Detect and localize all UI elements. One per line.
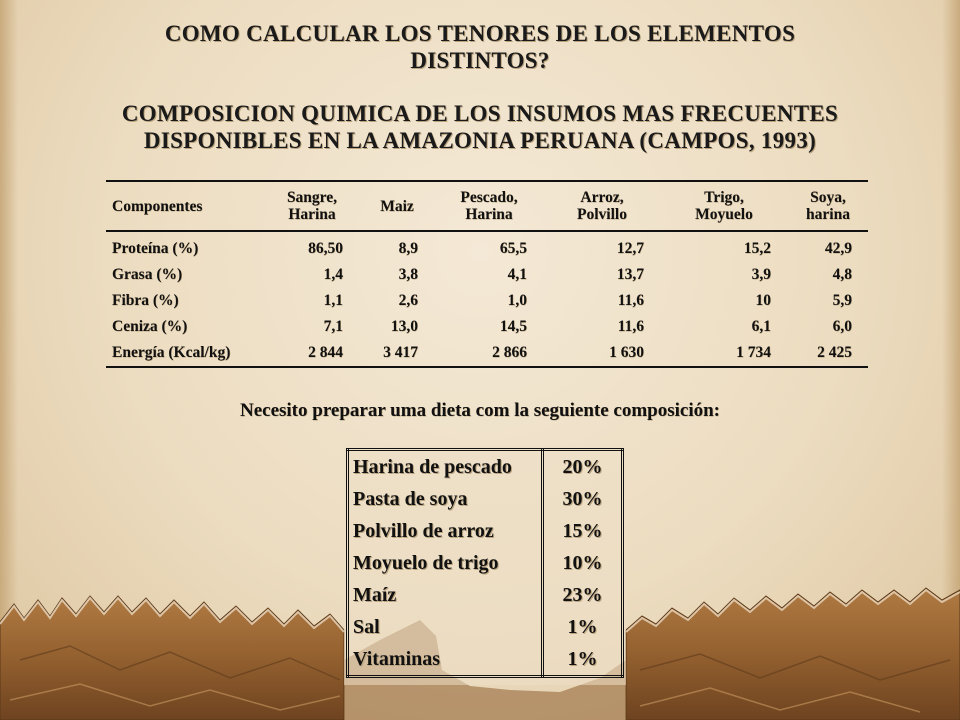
cell: 3,8 <box>398 266 418 283</box>
row-label: Ceniza (%) <box>112 318 188 335</box>
row-label: Proteína (%) <box>112 240 199 257</box>
cell: 1 630 <box>544 340 661 367</box>
title-line-2: DISTINTOS? <box>410 48 550 73</box>
row-label: Fibra (%) <box>112 292 179 309</box>
diet-percent: 10% <box>543 547 623 579</box>
diet-ingredient: Moyuelo de trigo <box>348 547 543 579</box>
cell: 13,7 <box>616 266 644 283</box>
cell: 14,5 <box>499 318 527 335</box>
diet-percent: 20% <box>543 450 623 484</box>
cell: 1,4 <box>323 266 343 283</box>
cell: 65,5 <box>499 240 527 257</box>
diet-row <box>348 547 623 579</box>
cell: 11,6 <box>617 292 644 309</box>
diet-subtitle: Necesito preparar uma dieta com la seguiente composición: <box>239 400 721 421</box>
cell: 3 417 <box>360 340 435 367</box>
diet-percent: 30% <box>543 483 623 515</box>
diet-table <box>346 448 624 678</box>
title-line-1: COMO CALCULAR LOS TENORES DE LOS ELEMENTOS <box>164 21 796 46</box>
col-header: Pescado, Harina <box>435 181 544 231</box>
col-header: Sangre, Harina <box>265 181 360 231</box>
col-header: Maiz <box>360 181 435 231</box>
cell: 6,0 <box>832 318 852 335</box>
title-block-1 <box>0 20 960 74</box>
diet-row <box>348 450 623 484</box>
cell: 86,50 <box>308 240 343 257</box>
diet-ingredient: Sal <box>348 611 543 643</box>
cell: 8,9 <box>398 240 418 257</box>
cell: 1,0 <box>507 292 527 309</box>
col-header: Componentes <box>106 181 265 231</box>
diet-row <box>348 515 623 547</box>
diet-ingredient: Polvillo de arroz <box>348 515 543 547</box>
diet-percent: 23% <box>543 579 623 611</box>
cell: 5,9 <box>832 292 852 309</box>
diet-ingredient: Pasta de soya <box>348 483 543 515</box>
diet-percent: 1% <box>543 611 623 643</box>
diet-row <box>348 483 623 515</box>
table-row <box>106 340 868 367</box>
diet-percent: 15% <box>543 515 623 547</box>
cell: 1,1 <box>323 292 343 309</box>
col-header: Trigo, Moyuelo <box>661 181 788 231</box>
table-row <box>106 288 868 314</box>
diet-row <box>348 643 623 677</box>
cell: 2,6 <box>398 292 418 309</box>
cell: 1 734 <box>661 340 788 367</box>
cell: 15,2 <box>743 240 771 257</box>
cell: 4,1 <box>507 266 527 283</box>
cell: 2 866 <box>435 340 544 367</box>
cell: 42,9 <box>824 240 852 257</box>
cell: 7,1 <box>323 318 343 335</box>
cell: 13,0 <box>390 318 418 335</box>
composition-header-row <box>106 181 868 231</box>
row-label: Energía (Kcal/kg) <box>106 340 265 367</box>
cell: 2 425 <box>788 340 869 367</box>
col-header: Arroz, Polvillo <box>544 181 661 231</box>
diet-ingredient: Maíz <box>348 579 543 611</box>
col-header: Soya, harina <box>788 181 869 231</box>
cell: 3,9 <box>751 266 771 283</box>
cell: 12,7 <box>616 240 644 257</box>
table-row <box>106 314 868 340</box>
cell: 2 844 <box>265 340 360 367</box>
diet-ingredient: Harina de pescado <box>348 450 543 484</box>
title-block-2 <box>0 100 960 154</box>
diet-ingredient: Vitaminas <box>348 643 543 677</box>
diet-row <box>348 611 623 643</box>
cell: 11,6 <box>617 318 644 335</box>
diet-row <box>348 579 623 611</box>
title-line-3: COMPOSICION QUIMICA DE LOS INSUMOS MAS FRECUENTES <box>121 101 839 126</box>
cell: 6,1 <box>751 318 771 335</box>
cell: 10 <box>755 292 771 309</box>
table-row <box>106 262 868 288</box>
title-line-4: DISPONIBLES EN LA AMAZONIA PERUANA (CAMPOS, 1993) <box>143 128 817 153</box>
cell: 4,8 <box>832 266 852 283</box>
row-label: Grasa (%) <box>112 266 183 283</box>
diet-percent: 1% <box>543 643 623 677</box>
composition-table <box>106 180 868 368</box>
table-row <box>106 231 868 262</box>
